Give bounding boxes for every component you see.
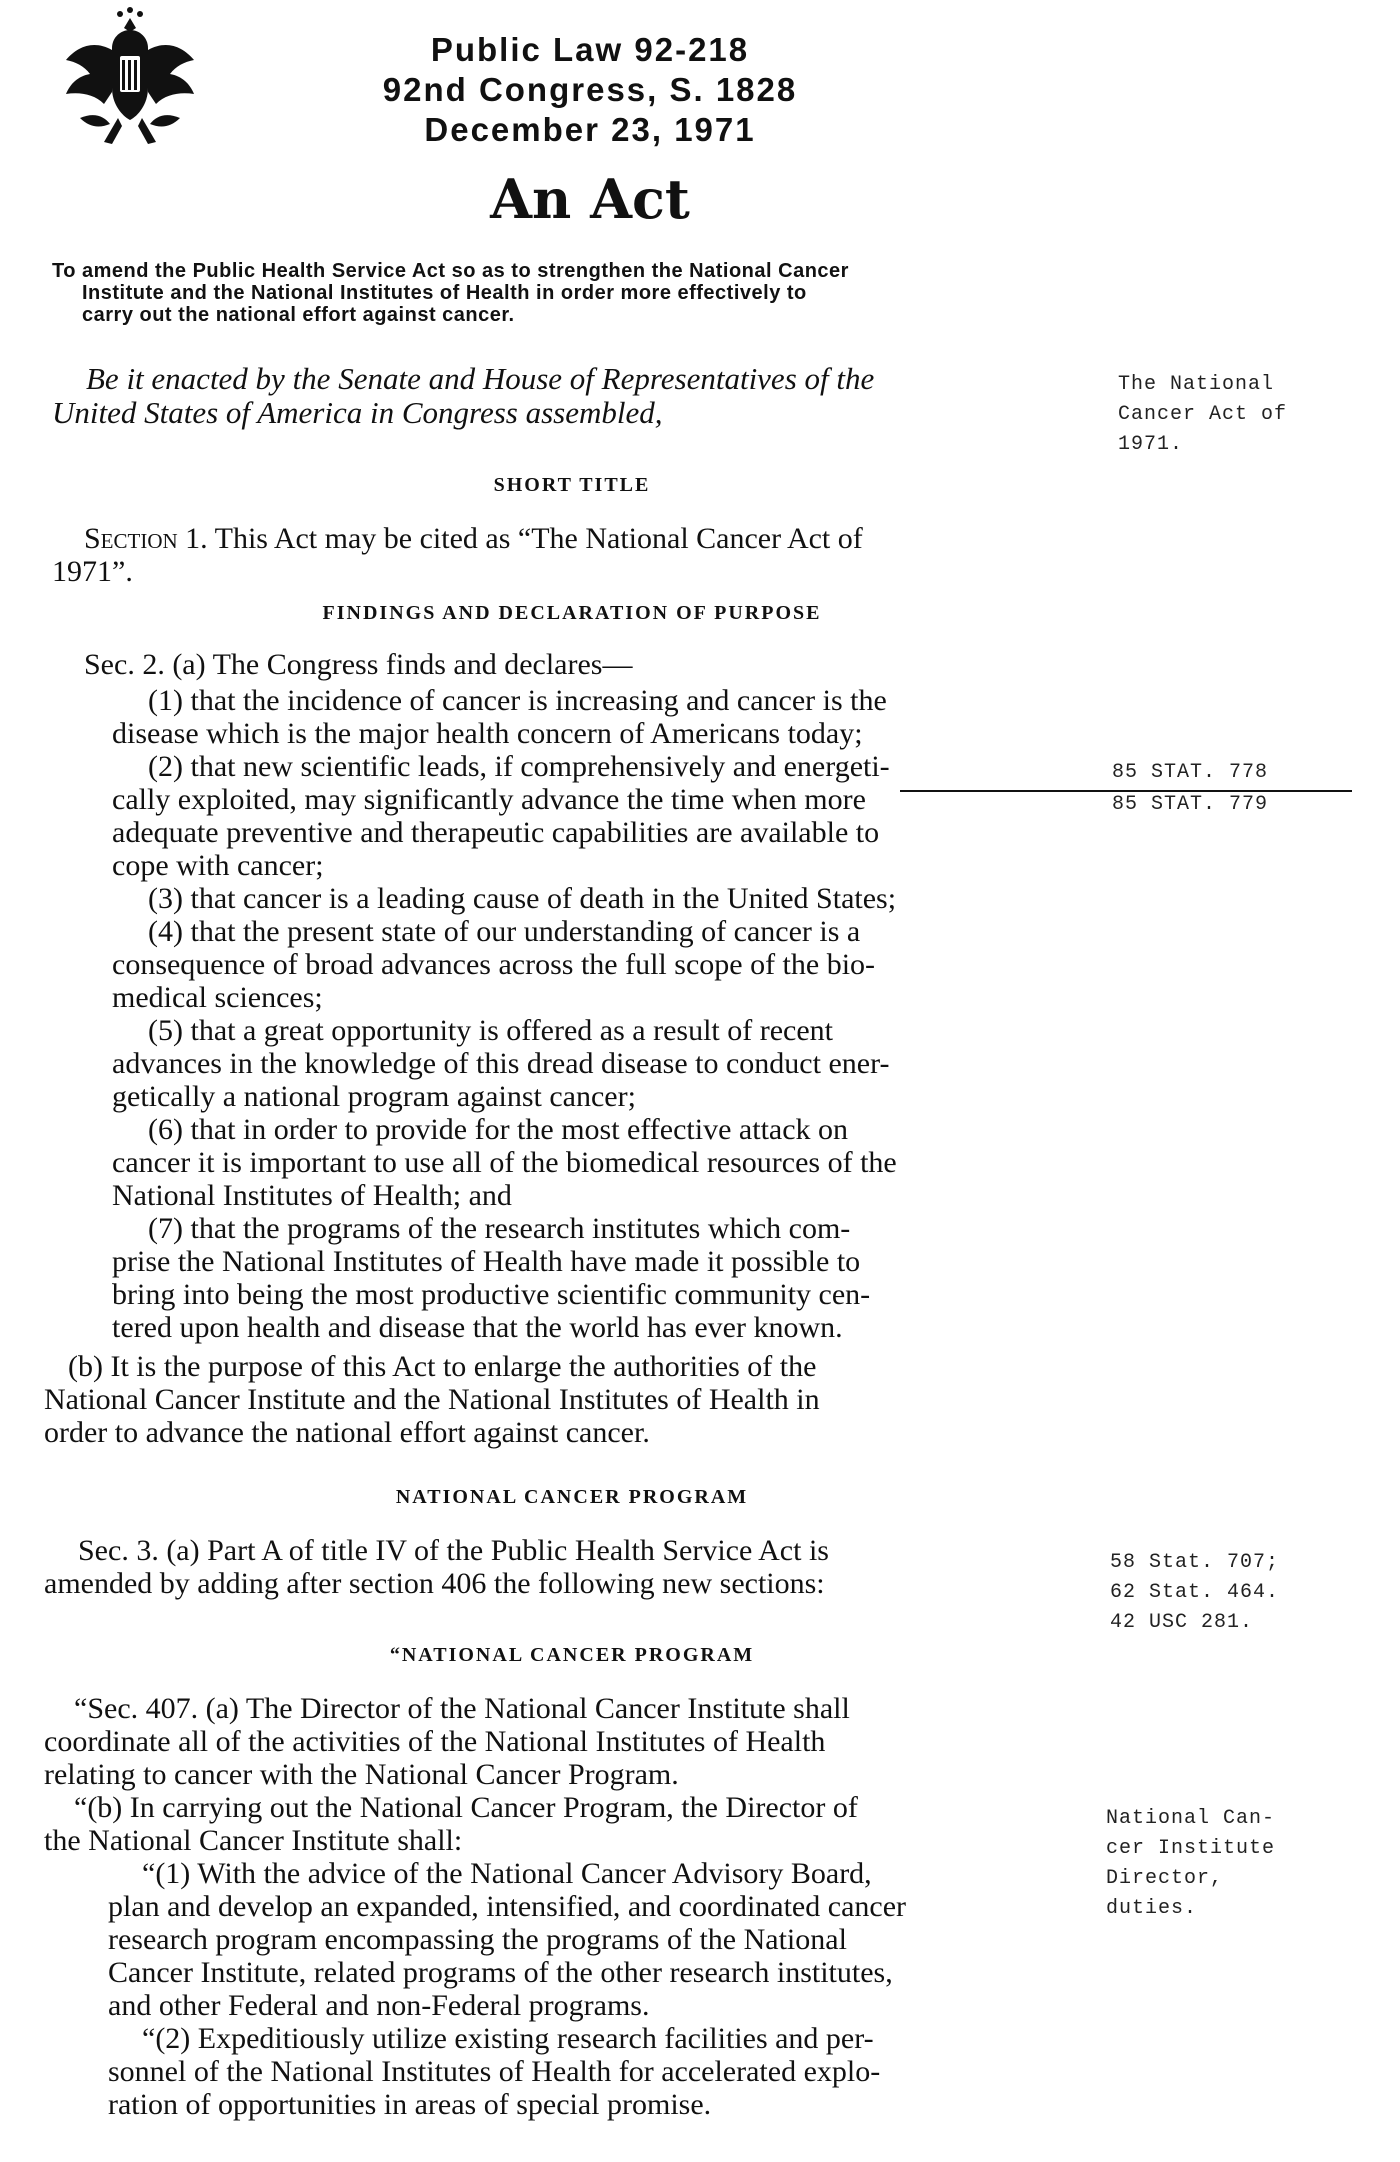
subitem-line: research program encompassing the programs of the National [108,1923,847,1956]
section-407-line: coordinate all of the activities of the National Institutes of Health [44,1725,826,1758]
finding-line: (4) that the present state of our understanding of cancer is a [148,915,861,948]
section-407-line: “(b) In carrying out the National Cancer Program, the Director of [74,1791,858,1824]
stat-page-779: 85 STAT. 779 [1112,793,1269,816]
margin-note-stat-refs [1110,1548,1279,1638]
section-407-line: the National Cancer Institute shall: [44,1824,463,1857]
finding-line: getically a national program against cancer; [112,1080,636,1113]
margin-note-line: duties. [1106,1897,1198,1920]
public-law-number: Public Law 92-218 [430,31,750,68]
section-2b-line: order to advance the national effort against cancer. [44,1416,650,1449]
finding-line: cancer it is important to use all of the biomedical resources of the [112,1146,897,1179]
subitem-line: plan and develop an expanded, intensified, and coordinated cancer [108,1890,907,1923]
section-1-line [52,522,1092,555]
finding-line: tered upon health and disease that the world has ever known. [112,1311,843,1344]
subitem-line: ration of opportunities in areas of special promise. [108,2088,712,2121]
finding-line: adequate preventive and therapeutic capabilities are available to [112,816,880,849]
margin-note-line: The National [1118,373,1275,396]
finding-line: (7) that the programs of the research institutes which com- [148,1212,851,1245]
section-label: Section 1. [84,522,208,555]
heading-findings: FINDINGS AND DECLARATION OF PURPOSE [322,602,822,624]
heading-national-cancer-program: NATIONAL CANCER PROGRAM [395,1486,749,1508]
margin-note-line: 1971. [1118,433,1184,456]
section-407-b-subitems [108,1857,1084,2121]
margin-note-line: National Can- [1106,1807,1276,1830]
finding-line: (5) that a great opportunity is offered as a result of recent [148,1014,834,1047]
margin-note-line: 58 Stat. 707; [1110,1551,1280,1574]
section-2b-line: (b) It is the purpose of this Act to enlarge the authorities of the [68,1350,817,1383]
section-407-line: relating to cancer with the National Cancer Program. [44,1758,679,1791]
section-3-line: amended by adding after section 406 the following new sections: [44,1567,825,1600]
section-407-line: “Sec. 407. (a) The Director of the National Cancer Institute shall [74,1692,850,1725]
finding-item [112,1212,1092,1344]
subitem-line: Cancer Institute, related programs of the other research institutes, [108,1956,893,1989]
section-2b [44,1350,1092,1449]
finding-item [112,882,1092,915]
section-1-line: 1971”. [52,555,133,588]
finding-line: (2) that new scientific leads, if comprehensively and energeti- [148,750,890,783]
act-title: An Act [490,167,690,231]
finding-line: bring into being the most productive scientific community cen- [112,1278,871,1311]
margin-note-director-duties [1106,1804,1275,1924]
section-text: This Act may be cited as “The National Cancer Act of [214,522,863,555]
margin-note-short-title [1118,370,1287,460]
finding-line: (3) that cancer is a leading cause of death in the United States; [148,882,897,915]
section-3-line: Sec. 3. (a) Part A of title IV of the Public Health Service Act is [78,1534,829,1567]
finding-line: advances in the knowledge of this dread disease to conduct ener- [112,1047,890,1080]
section-2b-line: National Cancer Institute and the National Institutes of Health in [44,1383,820,1416]
margin-note-line: 62 Stat. 464. [1110,1581,1280,1604]
eagle-seal-icon [60,0,200,150]
finding-item [112,1113,1092,1212]
finding-line: (1) that the incidence of cancer is increasing and cancer is the [148,684,887,717]
enactment-date: December 23, 1971 [424,111,756,148]
enacting-clause [52,362,1092,430]
section-2-intro: Sec. 2. (a) The Congress finds and declares— [84,648,633,681]
finding-line: disease which is the major health concern of Americans today; [112,717,863,750]
finding-line: cally exploited, may significantly advance the time when more [112,783,866,816]
finding-line: consequence of broad advances across the full scope of the bio- [112,948,876,981]
finding-line: medical sciences; [112,981,323,1014]
finding-item [112,915,1092,1014]
finding-line: (6) that in order to provide for the most effective attack on [148,1113,849,1146]
heading-short-title: SHORT TITLE [493,474,651,496]
margin-note-line: Cancer Act of [1118,403,1288,426]
section-2-findings [112,684,1092,1344]
purpose-line: To amend the Public Health Service Act so as to strengthen the National Cancer [52,260,849,282]
purpose-line: carry out the national effort against cancer. [82,304,515,326]
finding-item [112,684,1092,750]
enacting-line: United States of America in Congress assembled, [52,395,663,430]
margin-note-line: Director, [1106,1867,1224,1890]
section-1 [52,522,1092,588]
congress-bill-number: 92nd Congress, S. 1828 [382,71,798,108]
subitem-line: “(2) Expeditiously utilize existing research facilities and per- [142,2022,874,2055]
finding-item [112,1014,1092,1113]
subitem-line: and other Federal and non-Federal programs. [108,1989,650,2022]
act-purpose [52,260,1092,326]
section-407 [44,1692,1084,1857]
purpose-line: Institute and the National Institutes of Health in order more effectively to [82,282,807,304]
heading-quoted-program: “NATIONAL CANCER PROGRAM [389,1644,755,1666]
subitem-line: sonnel of the National Institutes of Health for accelerated explo- [108,2055,881,2088]
finding-item [112,750,1092,882]
margin-note-line: 42 USC 281. [1110,1611,1254,1634]
finding-line: cope with cancer; [112,849,324,882]
subitem-line: “(1) With the advice of the National Cancer Advisory Board, [142,1857,872,1890]
section-3 [44,1534,1092,1600]
stat-page-778: 85 STAT. 778 [1112,761,1269,784]
finding-line: National Institutes of Health; and [112,1179,512,1212]
enacting-line: Be it enacted by the Senate and House of Representatives of the [86,361,875,396]
margin-note-line: cer Institute [1106,1837,1276,1860]
finding-line: prise the National Institutes of Health have made it possible to [112,1245,861,1278]
